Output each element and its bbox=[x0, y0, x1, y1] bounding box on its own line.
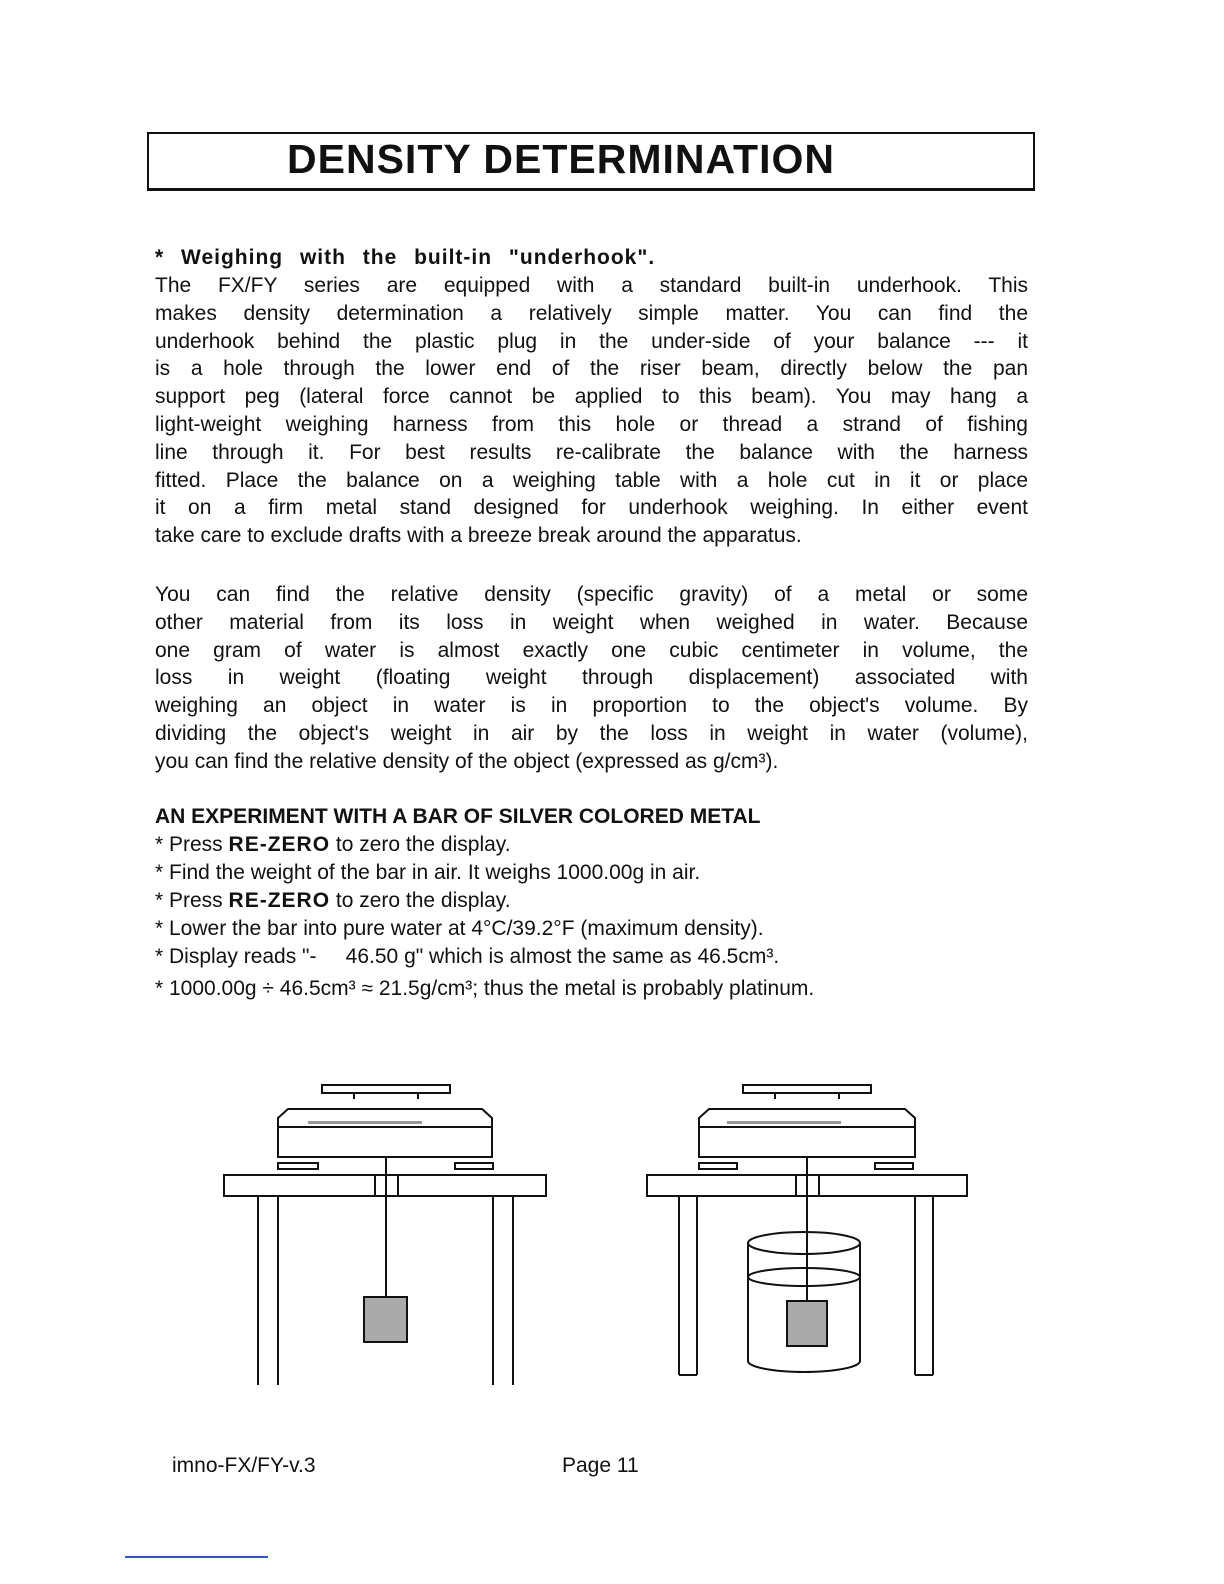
step-text: to zero the display. bbox=[330, 833, 511, 856]
section-underhook bbox=[155, 244, 1028, 550]
section-experiment bbox=[155, 803, 1028, 1003]
text-line: line through it. For best results re-calibrate the balance with the harness bbox=[155, 440, 1028, 464]
divider-line bbox=[125, 1556, 268, 1558]
text-line: other material from its loss in weight when weighed in water. Because bbox=[155, 610, 1028, 634]
step-text: * Press bbox=[155, 889, 229, 912]
figure-weighing-in-water bbox=[635, 1075, 975, 1385]
section-heading: * Weighing with the built-in "underhook". bbox=[155, 246, 656, 269]
text-line: dividing the object's weight in air by the loss in weight in water (volume), bbox=[155, 721, 1028, 745]
balance-pan bbox=[322, 1085, 450, 1093]
text-line: light-weight weighing harness from this hole or thread a strand of fishing bbox=[155, 412, 1028, 436]
experiment-step bbox=[155, 831, 1028, 859]
text-line: support peg (lateral force cannot be applied to this beam). You may hang a bbox=[155, 385, 1028, 409]
balance-foot bbox=[455, 1163, 493, 1169]
step-text: * Display reads "- 46.50 g" which is almost the same as 46.5cm³. bbox=[155, 945, 780, 968]
beaker-rim bbox=[748, 1232, 860, 1254]
text-line: one gram of water is almost exactly one cubic centimeter in volume, the bbox=[155, 638, 1028, 662]
experiment-step bbox=[155, 943, 1028, 971]
text-line: you can find the relative density of the object (expressed as g/cm³). bbox=[155, 749, 779, 773]
balance-foot bbox=[875, 1163, 913, 1169]
text-line: weighing an object in water is in proportion to the object's volume. By bbox=[155, 694, 1028, 718]
key-name: RE-ZERO bbox=[228, 833, 331, 856]
balance-foot bbox=[699, 1163, 737, 1169]
text-line: underhook behind the plastic plug in the under-side of your balance --- it bbox=[155, 329, 1028, 353]
experiment-step bbox=[155, 859, 1028, 887]
experiment-step bbox=[155, 915, 1028, 943]
section-relative-density bbox=[155, 581, 1028, 776]
text-line: is a hole through the lower end of the riser beam, directly below the pan bbox=[155, 357, 1028, 381]
text-line: You can find the relative density (specific gravity) of a metal or some bbox=[155, 583, 1028, 606]
experiment-step bbox=[155, 975, 1028, 1003]
balance-body bbox=[278, 1109, 492, 1157]
text-line: take care to exclude drafts with a breeze break around the apparatus. bbox=[155, 524, 802, 548]
step-text: * Find the weight of the bar in air. It weighs 1000.00g in air. bbox=[155, 861, 701, 884]
step-text: * 1000.00g ÷ 46.5cm³ ≈ 21.5g/cm³; thus the metal is probably platinum. bbox=[155, 977, 815, 1000]
balance-pan bbox=[743, 1085, 871, 1093]
step-text: * Press bbox=[155, 833, 229, 856]
balance-foot bbox=[278, 1163, 318, 1169]
text-line: loss in weight (floating weight through displacement) associated with bbox=[155, 666, 1028, 690]
document-id: imno-FX/FY-v.3 bbox=[172, 1454, 316, 1477]
text-line: makes density determination a relatively simple matter. You can find the bbox=[155, 301, 1028, 325]
step-text: to zero the display. bbox=[330, 889, 511, 912]
step-text: * Lower the bar into pure water at 4°C/39.2°F (maximum density). bbox=[155, 917, 764, 940]
figure-weighing-in-air bbox=[210, 1075, 550, 1385]
text-line: fitted. Place the balance on a weighing table with a hole cut in it or place bbox=[155, 468, 1028, 492]
key-name: RE-ZERO bbox=[228, 889, 331, 912]
metal-bar bbox=[364, 1297, 407, 1342]
experiment-step bbox=[155, 887, 1028, 915]
metal-bar bbox=[787, 1301, 827, 1346]
page-title: DENSITY DETERMINATION bbox=[287, 136, 835, 182]
balance-body bbox=[699, 1109, 915, 1157]
water-surface bbox=[748, 1268, 860, 1286]
text-line: it on a firm metal stand designed for underhook weighing. In either event bbox=[155, 496, 1028, 520]
page-number: Page 11 bbox=[562, 1454, 639, 1477]
title-box bbox=[147, 132, 1035, 191]
text-line: The FX/FY series are equipped with a standard built-in underhook. This bbox=[155, 274, 1028, 297]
experiment-heading: AN EXPERIMENT WITH A BAR OF SILVER COLORED METAL bbox=[155, 805, 761, 828]
